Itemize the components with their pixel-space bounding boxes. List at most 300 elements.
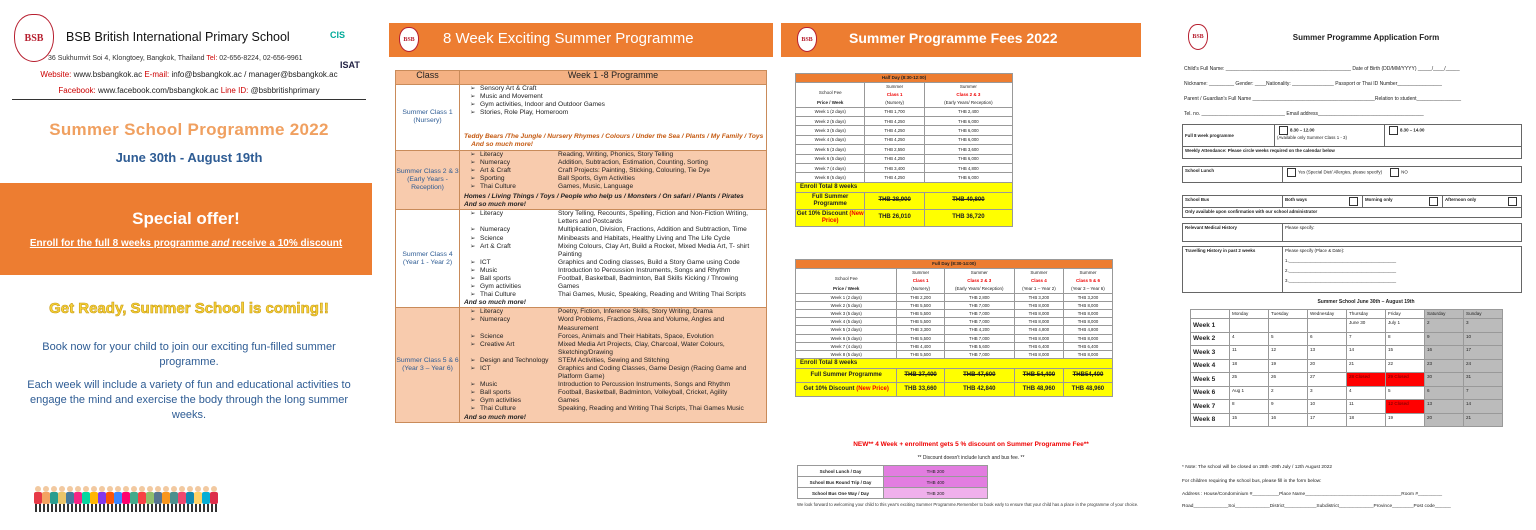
calendar-day[interactable]: 9	[1425, 332, 1464, 346]
bus-request-note: For children requiring the school bus, please fill in the form below:	[1182, 479, 1322, 484]
fee-cell: THB 8,000	[1014, 351, 1063, 359]
travel-field[interactable]: Please specify (Place & Date): 1.____________________________________________ 2.____________________________________________ 3.____________________________________________	[1283, 247, 1522, 293]
child-figure-icon	[210, 486, 217, 512]
fee-cell: Week 4 (5 days)	[796, 135, 865, 144]
calendar-day[interactable]: 14	[1347, 346, 1386, 360]
contact-field[interactable]: Tel. no. ______________________________ Email address______________________________________	[1184, 111, 1424, 117]
fee-cell: THB 4,400	[897, 342, 944, 350]
fee-label	[796, 269, 897, 294]
full-price: THB 28,900	[865, 192, 924, 209]
full-day-checkbox[interactable]	[1389, 126, 1398, 135]
table-row	[796, 351, 1113, 359]
contact-social: Facebook: www.facebook.com/bsbangkok.ac Line ID: @bsbbritishprimary	[58, 86, 320, 95]
calendar-day[interactable]: 23	[1425, 359, 1464, 373]
calendar-week-row[interactable]	[1191, 319, 1503, 333]
table-row	[796, 301, 1113, 309]
bus-both-checkbox[interactable]	[1349, 197, 1358, 206]
table-row	[796, 154, 1013, 163]
day-header: Sunday	[1464, 310, 1503, 319]
class-2-programme	[460, 150, 767, 210]
programme-item: ➢ Literacy Story Telling, Recounts, Spelling, Fiction and Non-Fiction Writing, Letters and Postcards	[470, 210, 748, 226]
cis-logo: CIS	[330, 30, 346, 40]
calendar-day[interactable]: 15	[1230, 413, 1269, 427]
programme-header-title: 8 Week Exciting Summer Programme	[443, 30, 694, 47]
calendar-day[interactable]: 21	[1347, 359, 1386, 373]
fee-cell: THB 2,800	[944, 293, 1014, 301]
fee-cell: THB 6,000	[924, 154, 1012, 163]
fee-cell: Week 2 (5 days)	[796, 301, 897, 309]
col-line: Summer	[1030, 270, 1048, 275]
calendar-day[interactable]: 12	[1269, 346, 1308, 360]
and-more: And so much more!	[464, 201, 526, 209]
table-row	[796, 107, 1013, 116]
fee-cell: THB 4,250	[865, 126, 924, 135]
programme-item: ➢ ICT Graphics and Coding classes, Build a Story Game using Code	[470, 258, 740, 266]
fee-cell: THB 8,000	[1014, 334, 1063, 342]
class-themes: Homes / Living Things / Toys / People who help us / Monsters / On safari / Plants / Pirates	[464, 193, 744, 201]
col-line: Summer	[1079, 270, 1097, 275]
form-title: Summer Programme Application Form	[1292, 33, 1440, 42]
calendar-day[interactable]: 9	[1269, 400, 1308, 414]
new-price-tag: (New Price)	[856, 386, 889, 393]
fee-cell: Week 6 (5 days)	[796, 154, 865, 163]
discount-row	[796, 209, 1013, 226]
calendar-day[interactable]: 5	[1386, 386, 1425, 400]
fee-cell: Week 5 (3 days)	[796, 326, 897, 334]
col-sub: (Early Years/ Reception)	[955, 286, 1004, 292]
fee-label	[796, 83, 865, 108]
fee-cell: THB 8,000	[1063, 351, 1112, 359]
fee-cell: THB 6,400	[1014, 342, 1063, 350]
fee-cell: THB 4,800	[924, 163, 1012, 172]
full-programme-label: Full Summer Programme	[796, 192, 865, 209]
table-row	[796, 310, 1113, 318]
enroll-row	[796, 359, 1113, 369]
calendar-day[interactable]: 19	[1386, 413, 1425, 427]
welcome-note: We look forward to welcoming your child to this year's exciting Summer Programme.Remember to book early to ensure that your child has a place in the programme of your choice.	[797, 502, 1139, 507]
bus-morning-checkbox[interactable]	[1429, 197, 1438, 206]
bus-table: School Bus Both ways Morning only Afternoon only Only available upon confirmation with our school administrator	[1182, 195, 1522, 218]
col-class: Class 1	[912, 278, 929, 284]
fee-cell: THB 7,000	[944, 351, 1014, 359]
class-2-row	[396, 150, 767, 210]
class-4-programme	[460, 210, 767, 308]
panel-programme	[389, 0, 773, 530]
child-figure-icon	[50, 486, 57, 512]
calendar-day[interactable]: 22	[1386, 359, 1425, 373]
fee-cell: THB 3,400	[865, 163, 924, 172]
half-day-checkbox[interactable]	[1279, 126, 1288, 135]
fee-cell: THB 4,250	[865, 135, 924, 144]
calendar-day[interactable]: 14	[1464, 400, 1503, 414]
programme-title: Summer School Programme 2022	[49, 120, 329, 139]
child-figure-icon	[58, 486, 65, 512]
fee-cell: THB 6,000	[924, 135, 1012, 144]
fee-cell: THB 5,500	[897, 334, 944, 342]
programme-item: ➢ Design and Technology STEM Activities, Sewing and Stitching	[470, 356, 670, 364]
offer-text: Enroll for the full 8 weeks programme and receive a 10% discount	[29, 238, 343, 249]
week-label: Week 3	[1191, 346, 1230, 360]
fee-cell: THB 8,000	[1014, 318, 1063, 326]
fee-cell: Week 7 (4 days)	[796, 163, 865, 172]
isat-logo: ISAT	[340, 60, 360, 70]
and-more: And so much more!	[464, 299, 526, 307]
fee-cell: THB 4,250	[865, 117, 924, 126]
fee-cell: THB 7,000	[944, 310, 1014, 318]
week-label: Week 7	[1191, 400, 1230, 414]
fee-cell: Week 8 (5 days)	[796, 173, 865, 182]
fees-header-title: Summer Programme Fees 2022	[849, 30, 1058, 46]
fee-col-header	[1063, 269, 1112, 294]
day-header: Tuesday	[1269, 310, 1308, 319]
calendar-day[interactable]: 12 Closed	[1386, 400, 1425, 414]
calendar-day[interactable]: 17	[1464, 346, 1503, 360]
calendar-day[interactable]: 17	[1308, 413, 1347, 427]
programme-item: ➢ Numeracy Word Problems, Fractions, Area and Volume, Angles and Measurement	[470, 316, 725, 332]
calendar-day[interactable]: 3	[1308, 386, 1347, 400]
calendar-day[interactable]: 3	[1464, 319, 1503, 333]
table-row: School Bus Round Trip / Day THB 400	[798, 477, 988, 488]
table-row	[796, 163, 1013, 172]
school-fee-label: School Fee	[818, 89, 842, 95]
child-figure-icon	[66, 486, 73, 512]
fee-cell: Week 6 (5 days)	[796, 334, 897, 342]
calendar-day[interactable]: 13	[1425, 400, 1464, 414]
discount-row	[796, 383, 1113, 397]
fee-cell: THB 5,500	[897, 310, 944, 318]
fee-col-header	[897, 269, 944, 294]
calendar-day[interactable]: 8	[1386, 332, 1425, 346]
table-row	[796, 173, 1013, 182]
fee-col-header	[944, 269, 1014, 294]
fee-cell: Week 8 (5 days)	[796, 351, 897, 359]
full-price: THB54,400	[1063, 369, 1112, 383]
fee-cell: Week 4 (5 days)	[796, 318, 897, 326]
table-row	[796, 318, 1113, 326]
col-line: Summer	[886, 84, 904, 89]
calendar-day[interactable]: 6	[1308, 332, 1347, 346]
discount-price: THB 26,010	[865, 209, 924, 226]
class-name: Summer Class 1 (Nursery)	[396, 85, 460, 151]
school-name: BSB British International Primary School	[66, 30, 290, 44]
calendar-day[interactable]: 31	[1464, 373, 1503, 387]
class-name: Summer Class 4 (Year 1 - Year 2)	[396, 210, 460, 308]
day-header: Monday	[1230, 310, 1269, 319]
price-week-label: Price / Week	[817, 100, 844, 105]
calendar-day[interactable]: 6	[1425, 386, 1464, 400]
child-figure-icon	[106, 486, 113, 512]
fee-bar-row	[796, 260, 1113, 269]
week-label: Week 4	[1191, 359, 1230, 373]
fee-cell: Week 7 (4 days)	[796, 342, 897, 350]
book-now-text: Book now for your child to join our exciting fun-filled summer programme.	[42, 341, 336, 368]
and-more: And so much more!	[464, 413, 526, 421]
discount-exclusion-note: ** Discount doesn't include lunch and bus fee. **	[917, 455, 1025, 461]
calendar-day[interactable]	[1308, 319, 1347, 333]
fee-cell: THB 8,000	[1063, 334, 1112, 342]
child-figure-icon	[146, 486, 153, 512]
fee-header-row	[796, 269, 1113, 294]
fee-cell: THB 4,250	[865, 154, 924, 163]
calendar-day[interactable]: 4	[1347, 386, 1386, 400]
calendar-day[interactable]: 18	[1230, 359, 1269, 373]
calendar-week-row[interactable]	[1191, 332, 1503, 346]
child-figure-icon	[130, 486, 137, 512]
panel-cover	[0, 0, 378, 530]
child-figure-icon	[82, 486, 89, 512]
calendar-day[interactable]: 28 Closed	[1347, 373, 1386, 387]
medical-table: Relevant Medical History Please specify:	[1182, 223, 1522, 242]
child-figure-icon	[178, 486, 185, 512]
calendar-day[interactable]: 20	[1308, 359, 1347, 373]
calendar-day[interactable]: 18	[1347, 413, 1386, 427]
lunch-no-checkbox[interactable]	[1390, 168, 1399, 177]
calendar-day[interactable]: 2	[1425, 319, 1464, 333]
calendar-day[interactable]: Aug 1	[1230, 386, 1269, 400]
fee-cell: Week 3 (5 days)	[796, 310, 897, 318]
discount-price: THB 48,960	[1014, 383, 1063, 397]
fee-bar: Half Day (8:30-12:00)	[796, 74, 1013, 83]
table-row	[796, 117, 1013, 126]
offer-title: Special offer!	[132, 209, 240, 228]
table-row	[796, 135, 1013, 144]
calendar-day[interactable]: 25	[1230, 373, 1269, 387]
col-class: Class 4	[1031, 278, 1047, 284]
week-label: Week 6	[1191, 386, 1230, 400]
fee-bar: Full Day (8:30-14:00)	[796, 260, 1113, 269]
calendar-day[interactable]: 16	[1425, 346, 1464, 360]
programme-item: ➢ ICT Graphics and Coding Classes, Game Design (Racing Game and Platform Game)	[470, 365, 747, 381]
child-figure-icon	[42, 486, 49, 512]
calendar-day[interactable]: 27	[1308, 373, 1347, 387]
child-figure-icon	[194, 486, 201, 512]
calendar-day[interactable]: 7	[1464, 386, 1503, 400]
contact-web: Website: www.bsbangkok.ac E-mail: info@bsbangkok.ac / manager@bsbangkok.ac	[40, 70, 338, 79]
day-header: Saturday	[1425, 310, 1464, 319]
calendar-week-row[interactable]	[1191, 346, 1503, 360]
ready-headline: Get Ready, Summer School is coming!!	[49, 300, 329, 317]
special-offer-banner	[0, 183, 372, 275]
programme-item: ➢ Thai Culture Thai Games, Music, Speaking, Reading and Writing Thai Scripts	[470, 291, 746, 299]
calendar-week-row[interactable]	[1191, 400, 1503, 414]
table-row	[796, 126, 1013, 135]
programme-header	[389, 23, 773, 57]
calendar-day[interactable]: 2	[1269, 386, 1308, 400]
child-figure-icon	[90, 486, 97, 512]
closure-note: * Note: The school will be closed on 28th -29th July / 12th August 2022	[1182, 465, 1333, 470]
col-class: Class 2 & 3	[967, 278, 992, 284]
col-sub: (Early Years/ Reception)	[944, 100, 993, 106]
fee-cell: THB 8,000	[1014, 301, 1063, 309]
programme-dates: June 30th - August 19th	[115, 150, 263, 165]
calendar-day[interactable]: 16	[1269, 413, 1308, 427]
calendar-week-row[interactable]	[1191, 413, 1503, 427]
full-price: THB 47,600	[944, 369, 1014, 383]
calendar-header-row	[1191, 310, 1503, 319]
programme-item: ➢ Gym activities Games	[470, 283, 580, 291]
child-figure-icon	[186, 486, 193, 512]
fee-cell: THB 8,000	[1063, 310, 1112, 318]
programme-item: ➢ Literacy Poetry, Fiction, Inference Skills, Story Writing, Drama	[470, 308, 713, 316]
child-figure-icon	[122, 486, 129, 512]
fee-cell: Week 3 (5 days)	[796, 126, 865, 135]
discount-price: THB 48,960	[1063, 383, 1112, 397]
panel-fees	[781, 0, 1158, 530]
full-programme-row	[796, 369, 1113, 383]
fee-cell: THB 6,000	[924, 126, 1012, 135]
fee-cell: THB 1,700	[865, 107, 924, 116]
calendar-day[interactable]: 15	[1386, 346, 1425, 360]
fee-cell: THB 4,800	[1063, 326, 1112, 334]
programme-item: ➢ Science Minibeasts and Habitats, Healthy Living and The Life Cycle	[470, 234, 731, 242]
day-header: Friday	[1386, 310, 1425, 319]
discount-label	[796, 383, 897, 397]
col-programme: Week 1 -8 Programme	[460, 71, 767, 85]
fee-cell: Week 1 (2 days)	[796, 107, 865, 116]
discount-price: THB 42,840	[944, 383, 1014, 397]
calendar-day[interactable]: 4	[1230, 332, 1269, 346]
address-field[interactable]: Address : House/Condominium #__________Place Name____________________________________Room #_________	[1182, 492, 1443, 497]
fee-cell: THB 5,600	[944, 342, 1014, 350]
fee-cell: THB 6,000	[924, 173, 1012, 182]
calendar-day[interactable]: July 1	[1386, 319, 1425, 333]
fee-cell: THB 5,500	[897, 351, 944, 359]
calendar-day[interactable]: 11	[1347, 400, 1386, 414]
school-fee-label: School Fee	[834, 275, 858, 281]
col-line: Summer	[959, 84, 977, 89]
full-programme-label: Full Summer Programme	[796, 369, 897, 383]
child-figure-icon	[114, 486, 121, 512]
fee-cell: THB 2,400	[924, 107, 1012, 116]
fee-cell: THB 4,800	[1014, 326, 1063, 334]
fee-cell: THB 7,000	[944, 301, 1014, 309]
enroll-row	[796, 182, 1013, 192]
lunch-yes-checkbox[interactable]	[1287, 168, 1296, 177]
child-figure-icon	[74, 486, 81, 512]
calendar-week-row[interactable]	[1191, 373, 1503, 387]
school-crest-icon: BSB	[1188, 24, 1208, 50]
programme-item: ➢ Ball sports Football, Basketball, Badminton, Ball Skills Kicking / Throwing	[470, 274, 739, 282]
calendar-day[interactable]: 19	[1269, 359, 1308, 373]
col-class: Class 5 & 6	[1075, 278, 1100, 284]
class-1-row	[396, 85, 767, 151]
discount-text: Get 10% Discount	[803, 386, 855, 393]
full-price: THB 54,400	[1014, 369, 1063, 383]
week-label: Week 1	[1191, 319, 1230, 333]
parent-name-field[interactable]: Parent / Guardian's Full Name ____________________________________________Relation to student________________	[1184, 96, 1462, 102]
new-discount-note: NEW** 4 Week + enrollment gets 5 % discount on Summer Programme Fee**	[853, 441, 1089, 448]
fee-cell: THB 3,300	[897, 326, 944, 334]
col-class: Class 1	[886, 92, 903, 98]
calendar-day[interactable]: 10	[1308, 400, 1347, 414]
summer-calendar	[1190, 309, 1503, 427]
fee-col-header	[865, 83, 924, 108]
class-1-programme: ➢ Sensory Art & Craft ➢ Music and Movement ➢ Gym activities, Indoor and Outdoor Games ➢ Stories, Role Play, Homeroom Teddy Bears /The Jungle / Nursery Rhymes / Colours / Under the Sea / Plants / My Family / Toys And so much more!	[460, 85, 767, 151]
calendar-day[interactable]: 10	[1464, 332, 1503, 346]
table-row	[796, 145, 1013, 154]
fee-cell: THB 4,200	[944, 326, 1014, 334]
programme-item: ➢ Numeracy Multiplication, Division, Fractions, Addition and Subtraction, Time	[470, 226, 747, 234]
col-class: Class 2 & 3	[956, 92, 981, 98]
fee-cell: THB 4,250	[865, 173, 924, 182]
full-price: THB 40,800	[924, 192, 1012, 209]
calendar-day[interactable]: 24	[1464, 359, 1503, 373]
discount-text: Get 10% Discount	[796, 210, 848, 217]
school-crest-icon: BSB	[797, 27, 817, 52]
calendar-day[interactable]: 7	[1347, 332, 1386, 346]
calendar-day[interactable]: 26	[1269, 373, 1308, 387]
calendar-day[interactable]: 20	[1425, 413, 1464, 427]
class-5-row	[396, 308, 767, 422]
fee-cell: Week 5 (3 days)	[796, 145, 865, 154]
table-row: School Bus One Way / Day THB 200	[798, 488, 988, 499]
programme-selection-table: Full 8 week programme 8.30 – 12.00 (Available only Summer Class 1 - 3) 8.30 – 14.00 Weekly Attendance: Please circle weeks required on the calendar below	[1182, 124, 1522, 159]
child-name-field[interactable]: Child's Full Name: _____________________________________________ Date of Birth (DD/MM/YYYY) _____/____/_____	[1184, 66, 1460, 72]
bus-afternoon-checkbox[interactable]	[1508, 197, 1517, 206]
child-figure-icon	[202, 486, 209, 512]
calendar-day[interactable]: 5	[1269, 332, 1308, 346]
calendar-day[interactable]: 21	[1464, 413, 1503, 427]
panel-application-form	[1166, 0, 1536, 530]
child-figure-icon	[154, 486, 161, 512]
calendar-day[interactable]	[1269, 319, 1308, 333]
fee-cell: THB 3,200	[1063, 293, 1112, 301]
class-5-programme	[460, 308, 767, 422]
col-sub: (Year 1 – Year 2)	[1022, 286, 1056, 292]
calendar-week-row[interactable]	[1191, 386, 1503, 400]
fee-cell: THB 7,000	[944, 318, 1014, 326]
calendar-day[interactable]: 8	[1230, 400, 1269, 414]
new-price-tag: (New Price)	[821, 210, 864, 224]
half-day-fee-table	[795, 73, 1013, 227]
fee-cell: THB 7,000	[944, 334, 1014, 342]
fee-cell: THB 3,600	[924, 145, 1012, 154]
fees-header	[781, 23, 1141, 57]
calendar-day[interactable]: 30	[1425, 373, 1464, 387]
calendar-day[interactable]: June 30	[1347, 319, 1386, 333]
road-field[interactable]: Road_____________Soi_____________District____________Subdistrict_____________Province________Post code______	[1182, 504, 1451, 509]
programme-item: ➢ Sporting Ball Sports, Gym Activities	[470, 174, 635, 182]
calendar-day[interactable]: 29 Closed	[1386, 373, 1425, 387]
enroll-label: Enroll Total 8 weeks	[796, 182, 1013, 192]
child-figure-icon	[34, 486, 41, 512]
fee-cell: Week 1 (2 days)	[796, 293, 897, 301]
calendar-day[interactable]: 13	[1308, 346, 1347, 360]
full-day-fee-table	[795, 259, 1113, 397]
fee-cell: THB 5,500	[897, 318, 944, 326]
fee-cell: THB 8,000	[1014, 310, 1063, 318]
full-programme-row	[796, 192, 1013, 209]
calendar-day[interactable]: 11	[1230, 346, 1269, 360]
discount-label	[796, 209, 865, 226]
calendar-day[interactable]	[1230, 319, 1269, 333]
extra-fees-table	[797, 465, 988, 499]
col-class: Class	[396, 71, 460, 85]
fee-col-header	[924, 83, 1012, 108]
class-name: Summer Class 5 & 6 (Year 3 – Year 6)	[396, 308, 460, 422]
programme-item: ➢ Thai Culture Speaking, Reading and Writing Thai Scripts, Thai Games Music	[470, 405, 744, 413]
table-header-row	[396, 71, 767, 85]
child-figure-icon	[170, 486, 177, 512]
col-sub: (Nursery)	[885, 100, 904, 106]
medical-field[interactable]: Please specify:	[1283, 224, 1522, 242]
week-label: Week 5	[1191, 373, 1230, 387]
nickname-field[interactable]: Nickname: _________ Gender: ____Nationality: _______________ Passport or Thai ID Number________________	[1184, 81, 1442, 87]
discount-price: THB 33,660	[897, 383, 944, 397]
divider	[12, 99, 366, 100]
fee-col-header	[1014, 269, 1063, 294]
calendar-week-row[interactable]	[1191, 359, 1503, 373]
